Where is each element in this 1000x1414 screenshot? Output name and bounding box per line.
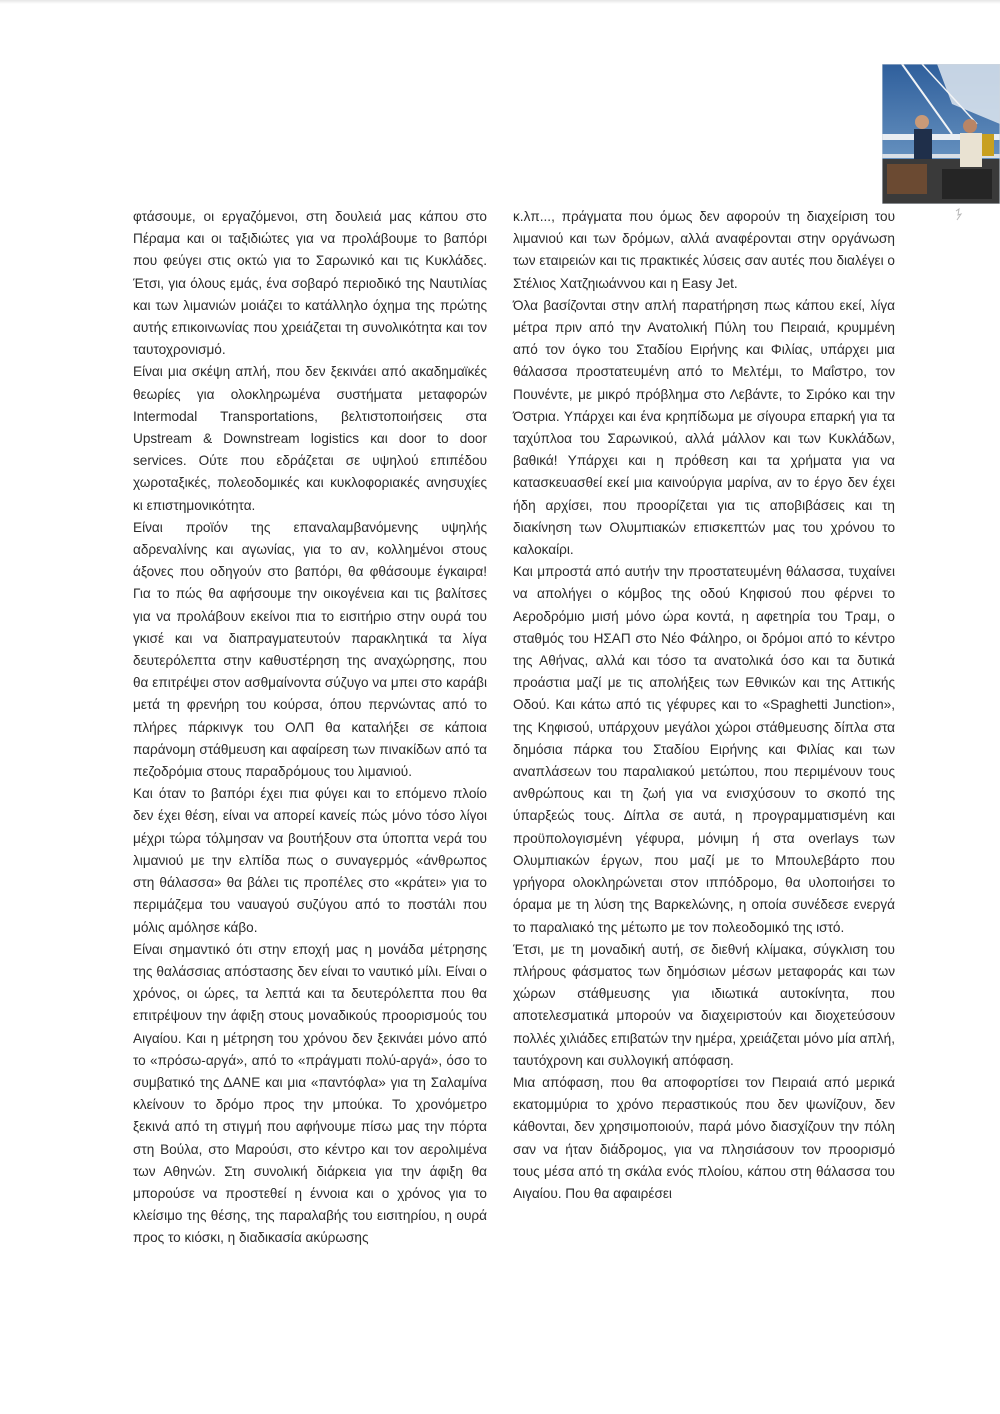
paragraph: φτάσουμε, οι εργαζόμενοι, στη δουλειά μας κάπου στο Πέραμα και οι ταξιδιώτες για να προλάβουμε το βαπόρι που φεύγει στις οκτώ για το Σαρωνικό και τις Κυκλάδες. Έτσι, για όλους εμάς, ένα σοβαρό περιοδικό της Ναυτιλίας και των λιμανιών μοιάζει το κατάλληλο όχημα της πρώτης αυτής επικοινωνίας που χρειάζεται τη συνολικότητα και τον ταυτοχρονισμό.	[133, 209, 487, 358]
scan-speck	[954, 208, 964, 222]
paragraph: Και μπροστά από αυτήν την προστατευμένη θάλασσα, τυχαίνει να απολήγει ο κόμβος της οδού Κηφισού που φέρνει το Αεροδρόμιο μισή μόνο ώρα κοντά, η αφετηρία του Τραμ, ο σταθμός του ΗΣΑΠ στο Νέο Φάληρο, οι δρόμοι από το κέντρο της Αθήνας, αλλά και τόσο τα ανατολικά όσο και τα δυτικά προάστια μαζί με τις απολήξεις των Εθνικών και της Αττικής Οδού. Και κάτω από τις γέφυρες και το «Spaghetti Junction», της Κηφισού, υπάρχουν μεγάλοι χώροι στάθμευσης δίπλα στα δημόσια πάρκα του Σταδίου Ειρήνης και Φιλίας και των αναπλάσεων του παραλιακού μετώπου, που περιμένουν τους ανθρώπους και τη ζωή για να ενισχύσουν το σκοπό της ύπαρξεώς τους. Δίπλα σε αυτά, η προγραμματισμένη και προϋπολογισμένη γέφυρα, μόνιμη ή στα overlays των Ολυμπιακών έργων, που μαζί με το Μπουλεβάρτο που γρήγορα ολοκληρώνεται στον ιππόδρομο, θα υλοποιήσει το όραμα με τη λύση της Βαρκελώνης, η οποία συνέδεσε ενεργά το παραλιακό της μέτωπο με τον πολεοδομικό της ιστό.	[513, 564, 895, 935]
paragraph: Είναι σημαντικό ότι στην εποχή μας η μονάδα μέτρησης της θαλάσσιας απόστασης δεν είναι το ναυτικό μίλι. Είναι ο χρόνος, οι ώρες, τα λεπτά και τα δευτερόλεπτα που θα επιτρέψουν την άφιξη στους μοναδικούς προορισμούς του Αιγαίου. Και η μέτρηση του χρόνου δεν ξεκινάει μόνο από το «πρόσω-αργά», από το «πράγματι πολύ-αργά», όσο το συμβατικό της ΔΑΝΕ και μια «παντόφλα» για τη Σαλαμίνα κλείνουν το δρόμο προς την μπούκα. Το χρονόμετρο ξεκινά από τη στιγμή που αφήνουμε πίσω μας την πόρτα στη Βούλα, στο Μαρούσι, στο κέντρο και τον αερολιμένα των Αθηνών. Στη συνολική διάρκεια για την άφιξη θα μπορούσε να προστεθεί η έννοια και ο χρόνος για το κλείσιμο της θέσης, της παραλαβής του εισιτηρίου, η ουρά προς το κιόσκι, η διαδικασία ακύρωσης	[133, 941, 487, 1246]
scan-edge	[0, 0, 1000, 4]
ship-deck-photo-icon	[882, 64, 1000, 204]
paragraph: Μια απόφαση, που θα αποφορτίσει τον Πειραιά από μερικά εκατομμύρια το χρόνο περαστικούς που δεν ψωνίζουν, δεν κάθονται, δεν χρησιμοποιούν, παρά μόνο διασχίζουν την πόλη σαν να ήταν διάδρομος, για να πλησιάσουν τον προορισμό τους μέσα από τη σκάλα ενός πλοίου, κάπου στη θάλασσα του Αιγαίου. Που θα αφαιρέσει	[513, 1074, 895, 1201]
paragraph: Έτσι, με τη μοναδική αυτή, σε διεθνή κλίμακα, σύγκλιση του πλήρους φάσματος των δημόσιων μέσων μεταφοράς και των χώρων στάθμευσης για ιδιωτικά αυτοκίνητα, που αποτελεσματικά μπορούν να διαχειριστούν και διοχετεύσουν πολλές χιλιάδες επιβατών την ημέρα, χρειάζεται μόνο μία απλή, ταυτόχρονη και συλλογική απόφαση.	[513, 941, 895, 1068]
paragraph: Είναι προϊόν της επαναλαμβανόμενης υψηλής αδρεναλίνης και αγωνίας, για το αν, κολλημένοι στους άξονες που οδηγούν στο βαπόρι, θα φθάσουμε έγκαιρα! Για το πώς θα αφήσουμε την οικογένεια και τις βαλίτσες για να προλάβουν εκείνοι πια το εισιτήριο στην ουρά του γκισέ και να διαπραγματευτούν παρακλητικά τα λίγα δευτερόλεπτα στην καθυστέρηση της αναχώρησης, που θα επιτρέψει στον ασθμαίνοντα σύζυγο να μπει στο καράβι μετά τη φρενήρη του κούρσα, όπου περνώντας από το πλήρες πάρκινγκ του ΟΛΠ θα καταλήξει σε κάποια παράνομη στάθμευση και αφαίρεση των πινακίδων από τα πεζοδρόμια στους παραδρόμους του λιμανιού.	[133, 519, 487, 780]
text-column-left	[133, 206, 487, 1250]
paragraph: Είναι μια σκέψη απλή, που δεν ξεκινάει από ακαδημαϊκές θεωρίες για ολοκληρωμένα συστήματα μεταφορών Intermodal Transportations, βελτιστοποιήσεις στα Upstream & Downstream logistics και door to door services. Ούτε που εδράζεται σε υψηλού επιπέδου χωροταξικές, πολεοδομικές και κυκλοφοριακές ανησυχίες κι επιστημονικότητα.	[133, 364, 487, 513]
ship-deck-photo	[882, 64, 1000, 204]
text-column-right	[513, 206, 895, 1205]
paragraph: κ.λπ..., πράγματα που όμως δεν αφορούν τη διαχείριση του λιμανιού και των δρόμων, αλλά αναφέρονται στην οργάνωση των εταιρειών και τις πρακτικές λύσεις σαν αυτές που διαλέγει ο Στέλιος Χατζηιωάννου και η Easy Jet.	[513, 209, 895, 291]
paragraph: Όλα βασίζονται στην απλή παρατήρηση πως κάπου εκεί, λίγα μέτρα πριν από την Ανατολική Πύλη του Πειραιά, κρυμμένη από τον όγκο του Σταδίου Ειρήνης και Φιλίας, υπάρχει μια θάλασσα προστατευμένη από το Μελτέμι, το Μαΐστρο, τον Πουνέντε, με μικρό πρόβλημα στο Λεβάντε, το Σιρόκο και την Όστρια. Υπάρχει και ένα κρηπίδωμα με σίγουρα επαρκή για τα ταχύπλοα του Σαρωνικού, αλλά μάλλον και των Κυκλάδων, βαθικά! Υπάρχει και η πρόθεση και τα χρήματα για να κατασκευασθεί εκεί μια καινούργια μαρίνα, αν το έργο δεν έχει ήδη αρχίσει, που προορίζεται για τις αποβιβάσεις και τη διακίνηση των Ολυμπιακών επισκεπτών μας του χρόνου το καλοκαίρι.	[513, 297, 895, 558]
paragraph: Και όταν το βαπόρι έχει πια φύγει και το επόμενο πλοίο δεν έχει θέση, είναι να απορεί κανείς πώς μόνο τόσο λίγοι μέχρι τώρα τόλμησαν να βουτήξουν στα ύποπτα νερά του λιμανιού με την ελπίδα πως ο συναγερμός «άνθρωπος στη θάλασσα» θα βάλει τις προπέλες στο «κράτει» για το περιμάζεμα του ναυαγού συζύγου από το ποστάλι που μόλις αμόλησε κάβο.	[133, 786, 487, 935]
